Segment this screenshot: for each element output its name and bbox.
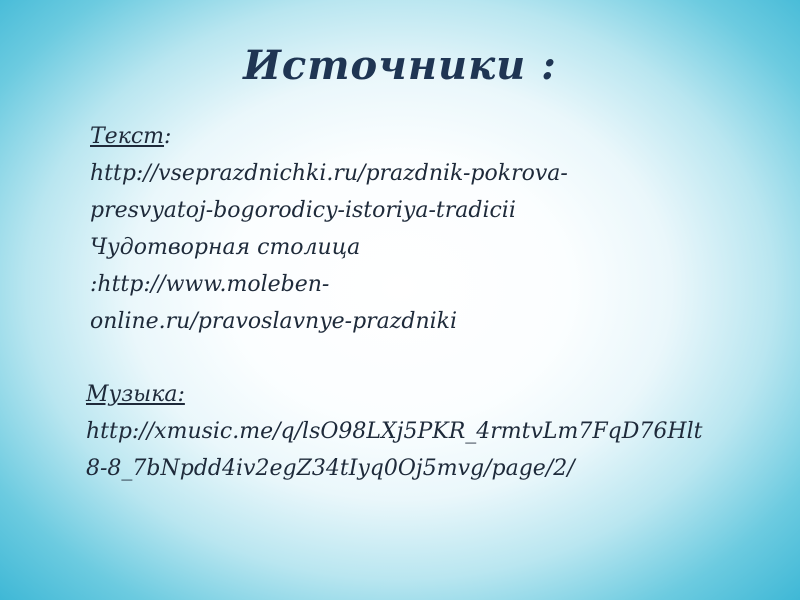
music-sources-heading — [86, 376, 702, 413]
text-sources-heading — [90, 118, 568, 155]
text-source-line: Чудотворная столица — [90, 235, 361, 260]
text-source-line: presvyatoj-bogorodicy-istoriya-tradicii — [90, 198, 516, 223]
music-source-line: http://xmusic.me/q/lsO98LXj5PKR_4rmtvLm7FqD76Hlt — [86, 419, 703, 444]
music-sources-label: Музыка: — [86, 382, 185, 407]
text-source-line: :http://www.moleben- — [90, 272, 330, 297]
slide-title: Источники : — [243, 42, 557, 89]
text-source-line: http://vseprazdnichki.ru/prazdnik-pokrova- — [90, 161, 568, 186]
text-sources-block — [90, 118, 568, 340]
text-sources-label-suffix: : — [164, 124, 172, 149]
music-source-line: 8-8_7bNpdd4iv2egZ34tIyq0Oj5mvg/page/2/ — [86, 456, 575, 481]
music-sources-block — [86, 376, 702, 487]
text-sources-label: Текст — [90, 124, 165, 149]
text-source-line: online.ru/pravoslavnye-prazdniki — [90, 309, 458, 334]
